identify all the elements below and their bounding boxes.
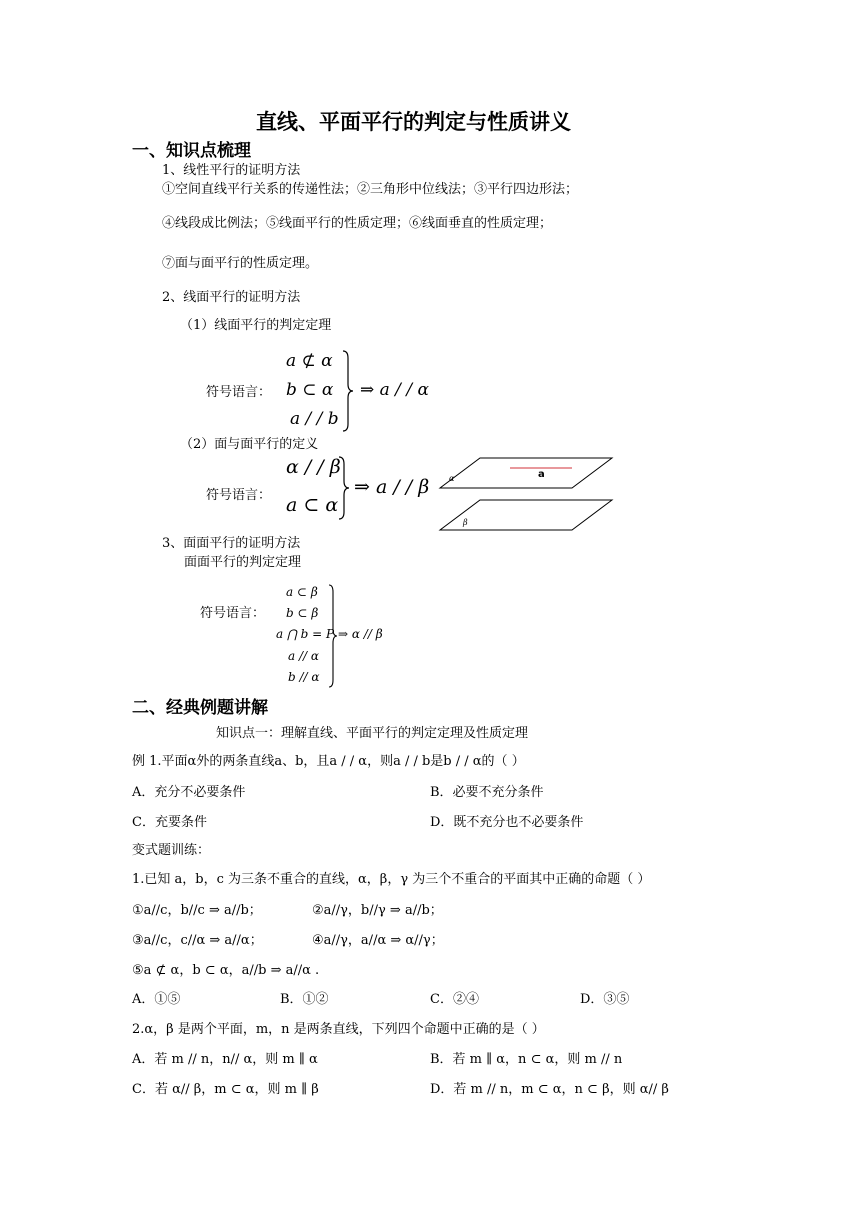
question-1-option-c: C．②④ [430, 992, 479, 1007]
formula-2-premise-2: a ⊂ α [286, 494, 339, 516]
question-1-stem: 1.已知 a，b，c 为三条不重合的直线，α，β，γ 为三个不重合的平面其中正确的命题（ ） [132, 872, 651, 887]
formula-3-premise-1: a ⊂ β [286, 585, 318, 599]
example-1-stem: 例 1.平面α外的两条直线a、b，且a / / α，则a / / b是b / / α的（ ） [132, 754, 525, 769]
formula-1-conclusion: ⇒ a / / α [360, 380, 429, 400]
question-2-stem: 2.α，β 是两个平面，m，n 是两条直线，下列四个命题中正确的是（ ） [132, 1022, 545, 1037]
formula-2-premise-1: α / / β [286, 456, 341, 478]
question-1-statement-2: ②a//γ，b//γ ⇒ a//b； [312, 903, 443, 918]
question-1-statement-3: ③a//c，c//α ⇒ a//α； [132, 933, 263, 948]
question-1-statement-4: ④a//γ，a//α ⇒ α//γ； [312, 933, 444, 948]
item-2-sub-2-label: （2）面与面平行的定义 [180, 437, 319, 452]
item-1-line-3: ⑦面与面平行的性质定理。 [162, 256, 319, 271]
example-1-option-c: C．充要条件 [132, 815, 207, 830]
page-title: 直线、平面平行的判定与性质讲义 [256, 110, 571, 134]
knowledge-point-1: 知识点一：理解直线、平面平行的判定定理及性质定理 [216, 726, 529, 741]
question-2-option-b: B．若 m ∥ α，n ⊂ α，则 m // n [430, 1052, 623, 1067]
item-3-sub-label: 面面平行的判定定理 [184, 555, 302, 570]
figure-line-label: a [538, 469, 545, 480]
question-1-option-b: B．①② [280, 992, 329, 1007]
item-1-line-1: ①空间直线平行关系的传递性法；②三角形中位线法；③平行四边形法； [162, 182, 579, 197]
formula-3-premise-4: a // α [288, 649, 319, 663]
item-2-label: 2、线面平行的证明方法 [162, 290, 301, 305]
question-2-option-c: C．若 α// β，m ⊂ α，则 m ∥ β [132, 1082, 319, 1097]
figure-bottom-plane-label: β [463, 518, 468, 527]
example-1-option-a: A．充分不必要条件 [132, 785, 246, 800]
formula-1-premise-2: b ⊂ α [286, 380, 334, 400]
formula-3-premise-2: b ⊂ β [286, 606, 319, 620]
question-2-option-d: D．若 m // n，m ⊂ α，n ⊂ β，则 α// β [430, 1082, 669, 1097]
section-1-heading: 一、知识点梳理 [132, 141, 251, 161]
symbol-language-label: 符号语言： [206, 385, 272, 400]
variant-label: 变式题训练： [132, 843, 211, 858]
example-1-option-d: D．既不充分也不必要条件 [430, 815, 584, 830]
figure-top-plane-label: α [449, 474, 455, 483]
symbol-language-label-3: 符号语言： [200, 606, 266, 621]
right-brace-2 [338, 456, 350, 520]
example-1-option-b: B．必要不充分条件 [430, 785, 544, 800]
item-1-line-2: ④线段成比例法；⑤线面平行的性质定理；⑥线面垂直的性质定理； [162, 216, 553, 231]
right-brace-3 [328, 584, 338, 688]
item-2-sub-1-label: （1）线面平行的判定定理 [180, 318, 332, 333]
question-1-option-d: D．③⑤ [580, 992, 630, 1007]
formula-1-premise-1: a ⊄ α [286, 351, 333, 371]
section-2-heading: 二、经典例题讲解 [132, 698, 268, 718]
formula-3-conclusion: ⇒ α // β [338, 627, 383, 641]
formula-2-conclusion: ⇒ a / / β [354, 476, 430, 498]
question-2-option-a: A．若 m // n，n// α，则 m ∥ α [132, 1052, 318, 1067]
question-1-option-a: A．①⑤ [132, 992, 181, 1007]
formula-3-premise-5: b // α [288, 670, 320, 684]
question-1-statement-1: ①a//c，b//c ⇒ a//b； [132, 903, 262, 918]
formula-1-premise-3: a / / b [290, 409, 339, 429]
item-1-label: 1、线性平行的证明方法 [162, 163, 301, 178]
question-1-statement-5: ⑤a ⊄ α，b ⊂ α，a//b ⇒ a//α . [132, 963, 320, 978]
right-brace-1 [342, 350, 354, 432]
formula-3-premise-3: a ⋂ b = P [276, 627, 335, 641]
symbol-language-label-2: 符号语言： [206, 488, 272, 503]
item-3-label: 3、面面平行的证明方法 [162, 536, 301, 551]
